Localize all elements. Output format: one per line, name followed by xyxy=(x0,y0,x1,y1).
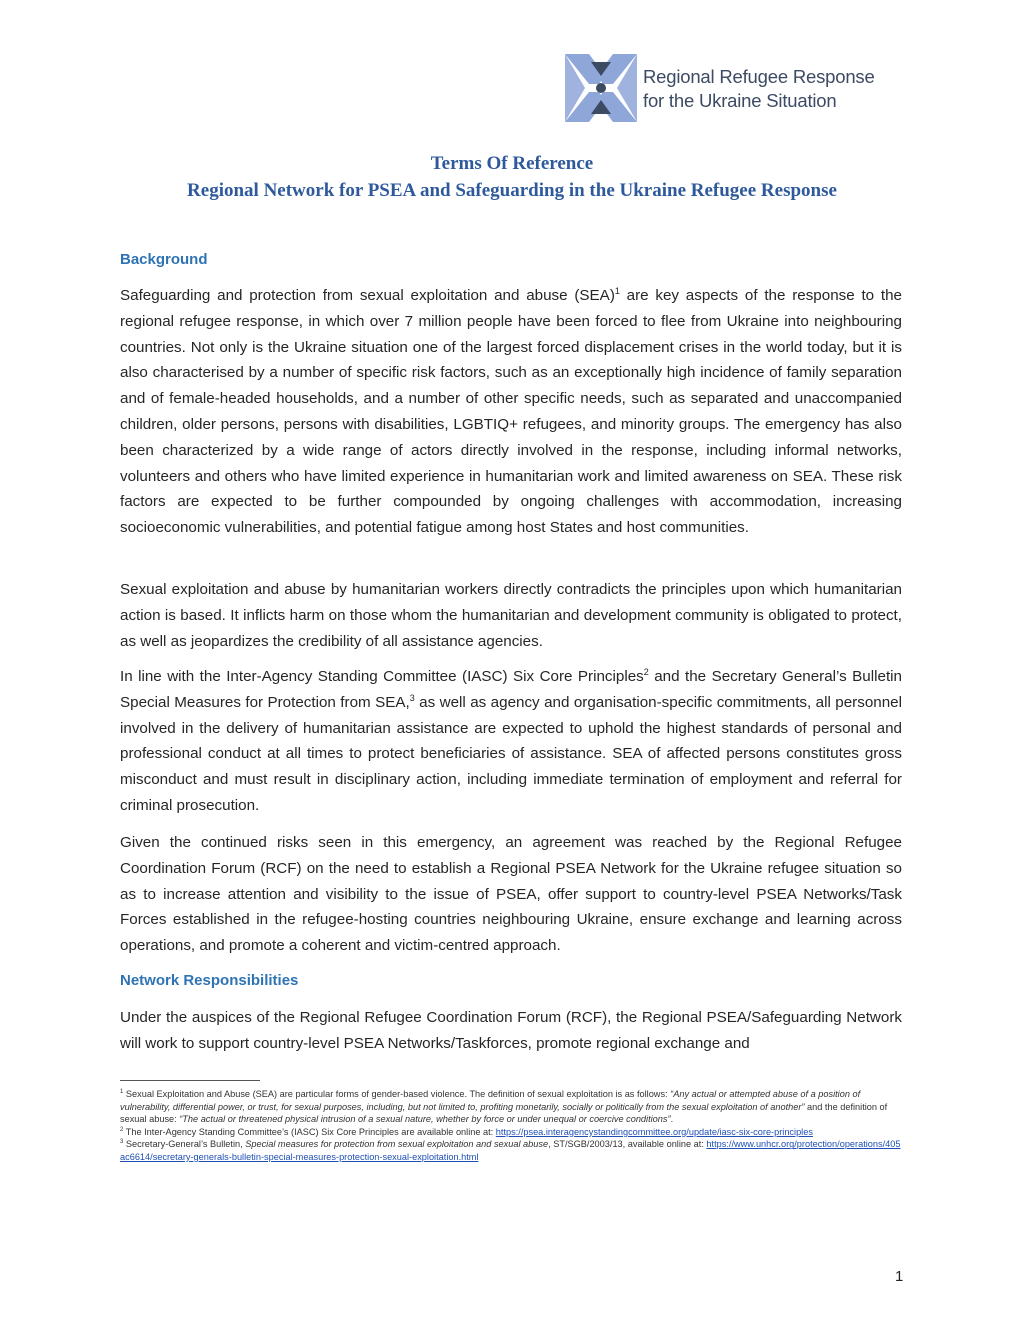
footnote-link-iasc[interactable]: https://psea.interagencystandingcommittee.org/update/iasc-six-core-principles xyxy=(495,1126,813,1137)
footnote-text: Secretary-General’s Bulletin, xyxy=(125,1139,246,1150)
paragraph-network-1: Under the auspices of the Regional Refugee Coordination Forum (RCF), the Regional PSEA/Safeguarding Network will work to support country-level PSEA Networks/Taskforces, promote regional exchange and xyxy=(120,1009,902,1052)
paragraph-background-2: Sexual exploitation and abuse by humanitarian workers directly contradicts the principles upon which humanitarian action is based. It inflicts harm on those whom the humanitarian and development community is obligated to protect, as well as jeopardizes the credibility of all assistance agencies. xyxy=(120,581,902,650)
footnote-ref-3[interactable]: 3 xyxy=(409,692,415,703)
footnote-text: Sexual Exploitation and Abuse (SEA) are particular forms of gender-based violence. The definition of sexual exploitation is as follows: xyxy=(125,1089,671,1099)
logo-text-line2: for the Ukraine Situation xyxy=(643,90,837,111)
document-title: Terms Of Reference xyxy=(430,153,594,174)
footnote-title: Special measures for protection from sexual exploitation and sexual abuse xyxy=(245,1139,549,1150)
logo-text-line1: Regional Refugee Response xyxy=(643,66,875,87)
paragraph-background-4: Given the continued risks seen in this emergency, an agreement was reached by the Regional Refugee Coordination Forum (RCF) on the need to establish a Regional PSEA Network for the Ukraine refugee situation so as to increase attention and visibility to the issue of PSEA, offer support to country-level PSEA Networks/Task Forces established in the refugee-hosting countries neighbouring Ukraine, ensure exchange and learning across operations, and promote a coherent and victim-centred approach. xyxy=(120,834,902,955)
footnote-3 xyxy=(120,1138,902,1163)
footnote-number: 2 xyxy=(120,1126,124,1133)
paragraph-text: as well as agency and organisation-specific commitments, all personnel involved in the delivery of humanitarian assistance are expected to uphold the highest standards of personal and professional conduct at all times to protect beneficiaries of assistance. SEA of affected persons constitutes gross misconduct and must result in disciplinary action, including immediate termination of employment and referral for criminal prosecution. xyxy=(120,693,902,814)
footnote-quote: “The actual or threatened physical intrusion of a sexual nature, whether by force or under unequal or coercive conditions” xyxy=(179,1114,671,1125)
section-heading-network-responsibilities: Network Responsibilities xyxy=(120,972,299,989)
footnote-ref-2[interactable]: 2 xyxy=(643,666,649,677)
paragraph-text: and the Secretary General’s Bulletin Special Measures for Protection from SEA, xyxy=(120,668,902,711)
footnote-quote: “Any actual or attempted abuse of a position of vulnerability, differential power, or trust, for sexual purposes, including, but not limited to, profiting monetarily, socially or politically from the sexual exploitation of another” xyxy=(120,1089,861,1112)
paragraph-background-1 xyxy=(120,283,902,541)
paragraph-text: In line with the Inter-Agency Standing Committee (IASC) Six Core Principles xyxy=(120,668,644,685)
footnote-number: 3 xyxy=(120,1139,124,1146)
document-subtitle: Regional Network for PSEA and Safeguarding in the Ukraine Refugee Response xyxy=(187,180,837,201)
footnote-separator xyxy=(120,1080,260,1081)
footnote-text: and the definition of sexual abuse: xyxy=(120,1101,888,1125)
footnote-number: 1 xyxy=(120,1088,124,1095)
paragraph-text: Safeguarding and protection from sexual exploitation and abuse (SEA) xyxy=(120,287,615,304)
paragraph-background-3 xyxy=(120,664,902,819)
section-heading-background: Background xyxy=(120,251,208,268)
ukraine-response-logo-icon xyxy=(563,50,639,126)
footnote-2 xyxy=(120,1126,902,1139)
paragraph-text: are key aspects of the response to the regional refugee response, in which over 7 million people have been forced to flee from Ukraine into neighbouring countries. Not only is the Ukraine situation one of the largest forced displacement crises in the world today, but it is also characterised by a number of specific risk factors, such as an exceptionally high incidence of family separation and of female-headed households, and a number of other specific needs, such as separated and unaccompanied children, older persons, persons with disabilities, LGBTIQ+ refugees, and minority groups. The emergency has also been characterized by a wide range of actors directly involved in the response, including informal networks, volunteers and others who have limited experience in humanitarian work and limited awareness on SEA. These risk factors are expected to be further compounded by ongoing challenges with accommodation, increasing socioeconomic vulnerabilities, and potential fatigue among host States and host communities. xyxy=(120,287,902,537)
footnote-text: The Inter-Agency Standing Committee’s (IASC) Six Core Principles are available online at: xyxy=(125,1126,496,1137)
page-number: 1 xyxy=(895,1268,904,1285)
footnote-text: . xyxy=(670,1114,674,1125)
footnotes xyxy=(120,1088,902,1164)
footnote-link-unhcr[interactable]: https://www.unhcr.org/protection/operations/405ac6614/secretary-generals-bulletin-special-measures-protection-sexual-exploitation.html xyxy=(120,1139,901,1162)
footnote-1 xyxy=(120,1088,902,1126)
header-logo xyxy=(563,50,893,126)
footnote-ref-1[interactable]: 1 xyxy=(614,285,620,296)
footnote-text: , ST/SGB/2003/13, available online at: xyxy=(548,1139,707,1150)
